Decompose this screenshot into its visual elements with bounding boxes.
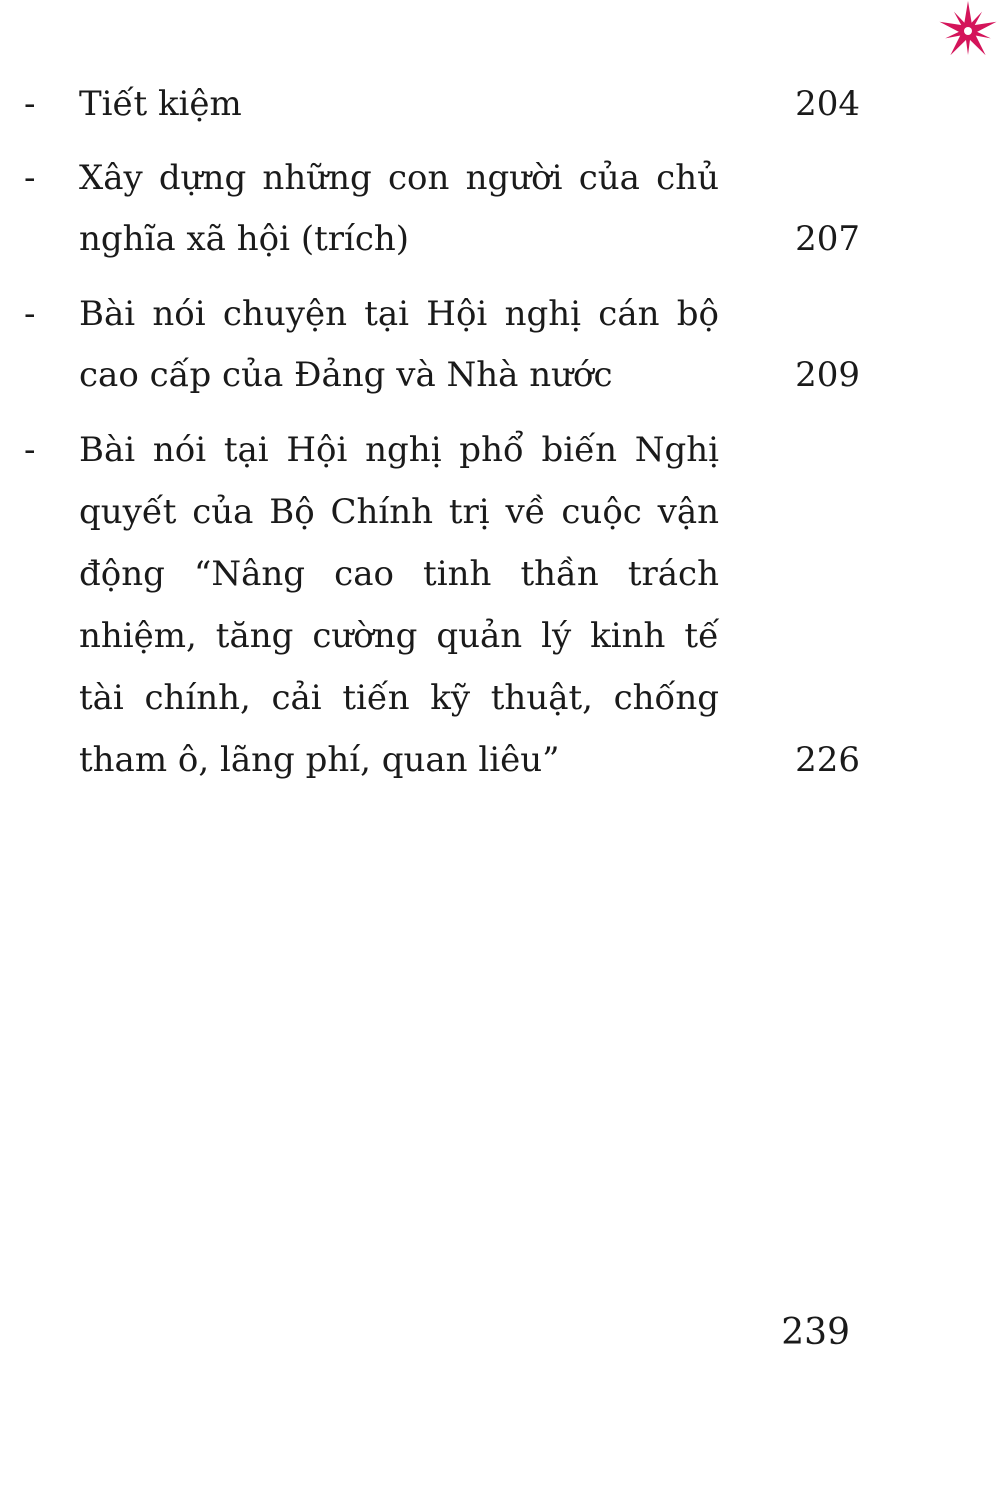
toc-entry-title-line: Tiết kiệm — [79, 84, 242, 124]
toc-entry-title-line: nghĩa xã hội (trích) — [79, 219, 410, 259]
toc-bullet: - — [24, 430, 36, 470]
toc-entry-title-line: quyết của Bộ Chính trị về cuộc vận — [79, 492, 719, 532]
toc-page-number: 209 — [795, 355, 860, 395]
toc-bullet: - — [24, 84, 36, 124]
toc-entry-title-line: tham ô, lãng phí, quan liêu” — [79, 740, 560, 780]
toc-page-number: 226 — [795, 740, 860, 780]
toc-bullet: - — [24, 158, 36, 198]
toc-bullet: - — [24, 294, 36, 334]
toc-entry-title-line: Bài nói tại Hội nghị phổ biến Nghị — [79, 430, 719, 470]
toc-entry-title-line: Bài nói chuyện tại Hội nghị cán bộ — [79, 294, 719, 334]
page-number-footer: 239 — [781, 1312, 850, 1353]
toc-entry-title-line: động “Nâng cao tinh thần trách — [79, 554, 719, 594]
toc-entry-title-line: Xây dựng những con người của chủ — [79, 158, 719, 198]
toc-entry-title-line: nhiệm, tăng cường quản lý kinh tế — [79, 616, 719, 656]
toc-entry-title-line: cao cấp của Đảng và Nhà nước — [79, 355, 613, 395]
toc-page-number: 207 — [795, 219, 860, 259]
toc-page-number: 204 — [795, 84, 860, 124]
toc-entry-title-line: tài chính, cải tiến kỹ thuật, chống — [79, 678, 719, 718]
